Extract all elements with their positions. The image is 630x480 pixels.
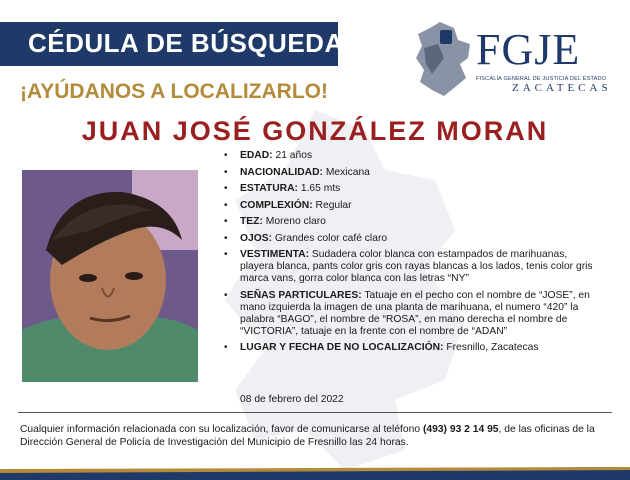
bullet-icon: • bbox=[224, 232, 228, 244]
detail-age bbox=[222, 150, 602, 162]
bottom-stripe bbox=[0, 467, 630, 480]
logo-full-name: FISCALÍA GENERAL DE JUSTICIA DEL ESTADO bbox=[476, 76, 607, 82]
detail-value: Mexicana bbox=[325, 166, 370, 178]
detail-complexion bbox=[222, 216, 602, 228]
person-photo bbox=[22, 170, 198, 382]
bullet-icon: • bbox=[224, 199, 228, 211]
footer-text-before: Cualquier información relacionada con su localización, favor de comunicarse al teléfono bbox=[20, 424, 423, 435]
contact-footer bbox=[20, 423, 616, 449]
detail-label: NACIONALIDAD: bbox=[240, 166, 323, 178]
detail-label: COMPLEXIÓN: bbox=[240, 199, 313, 211]
bullet-icon: • bbox=[224, 166, 228, 178]
contact-phone: (493) 93 2 14 95 bbox=[422, 424, 499, 435]
state-seal-icon bbox=[410, 18, 474, 98]
bullet-icon: • bbox=[224, 183, 228, 194]
detail-label: EDAD: bbox=[240, 150, 273, 161]
subtitle: ¡AYÚDANOS A LOCALIZARLO! bbox=[20, 80, 328, 103]
bullet-icon: • bbox=[224, 216, 228, 227]
detail-value: Grandes color café claro bbox=[274, 232, 388, 244]
detail-label: SEÑAS PARTICULARES: bbox=[240, 289, 362, 301]
detail-value: Tatuaje en el pecho con el nombre de “JOSE”, en mano izquierda la imagen de una planta de marihuana, el numero “420” la palabra “BAGO”, el nombre de “ROSA”, en mano derecha el nombre de “VICTORIA”, tatuaje en la frente con el nombre de “ADAN” bbox=[240, 289, 590, 337]
logo-state: ZACATECAS bbox=[512, 82, 612, 94]
detail-clothing bbox=[222, 249, 602, 285]
header-banner bbox=[0, 22, 344, 66]
detail-value: Sudadera color blanca con estampados de marihuanas, playera blanca, pants color gris con rayas blancas a los lados, tenis color gris marca vans, gorra color blanca con las letras “NY” bbox=[240, 249, 593, 284]
portrait-illustration bbox=[22, 170, 198, 382]
fgje-logo bbox=[410, 18, 612, 100]
bullet-icon: • bbox=[224, 249, 228, 260]
detail-location bbox=[222, 342, 602, 354]
detail-value: Regular bbox=[315, 199, 352, 211]
detail-nationality bbox=[222, 167, 602, 179]
bullet-icon: • bbox=[224, 150, 228, 161]
bullet-icon: • bbox=[224, 289, 228, 301]
divider bbox=[18, 412, 612, 413]
logo-acronym: FGJE bbox=[476, 25, 581, 74]
detail-label: VESTIMENTA: bbox=[240, 249, 310, 260]
missing-date: 08 de febrero del 2022 bbox=[240, 394, 344, 405]
detail-eyes bbox=[222, 233, 602, 245]
missing-person-name: JUAN JOSÉ GONZÁLEZ MORAN bbox=[81, 116, 549, 146]
detail-value: 1.65 mts bbox=[300, 183, 341, 194]
detail-label: OJOS: bbox=[240, 232, 273, 244]
detail-label: LUGAR Y FECHA DE NO LOCALIZACIÓN: bbox=[240, 342, 444, 353]
footer-text-after: , de las oficinas de la Dirección General de Policía de Investigación del Municipio de Fresnillo las 24 horas. bbox=[20, 424, 595, 448]
detail-label: ESTATURA: bbox=[240, 183, 298, 194]
detail-height bbox=[222, 183, 602, 195]
detail-build bbox=[222, 200, 602, 212]
page-title: CÉDULA DE BÚSQUEDA bbox=[28, 28, 344, 58]
bullet-icon: • bbox=[224, 342, 228, 353]
details-list bbox=[222, 150, 602, 359]
detail-value: Moreno claro bbox=[265, 216, 326, 227]
detail-label: TEZ: bbox=[240, 216, 263, 227]
detail-value: 21 años bbox=[275, 150, 313, 161]
detail-value: Fresnillo, Zacatecas bbox=[446, 342, 539, 353]
detail-marks bbox=[222, 290, 602, 338]
